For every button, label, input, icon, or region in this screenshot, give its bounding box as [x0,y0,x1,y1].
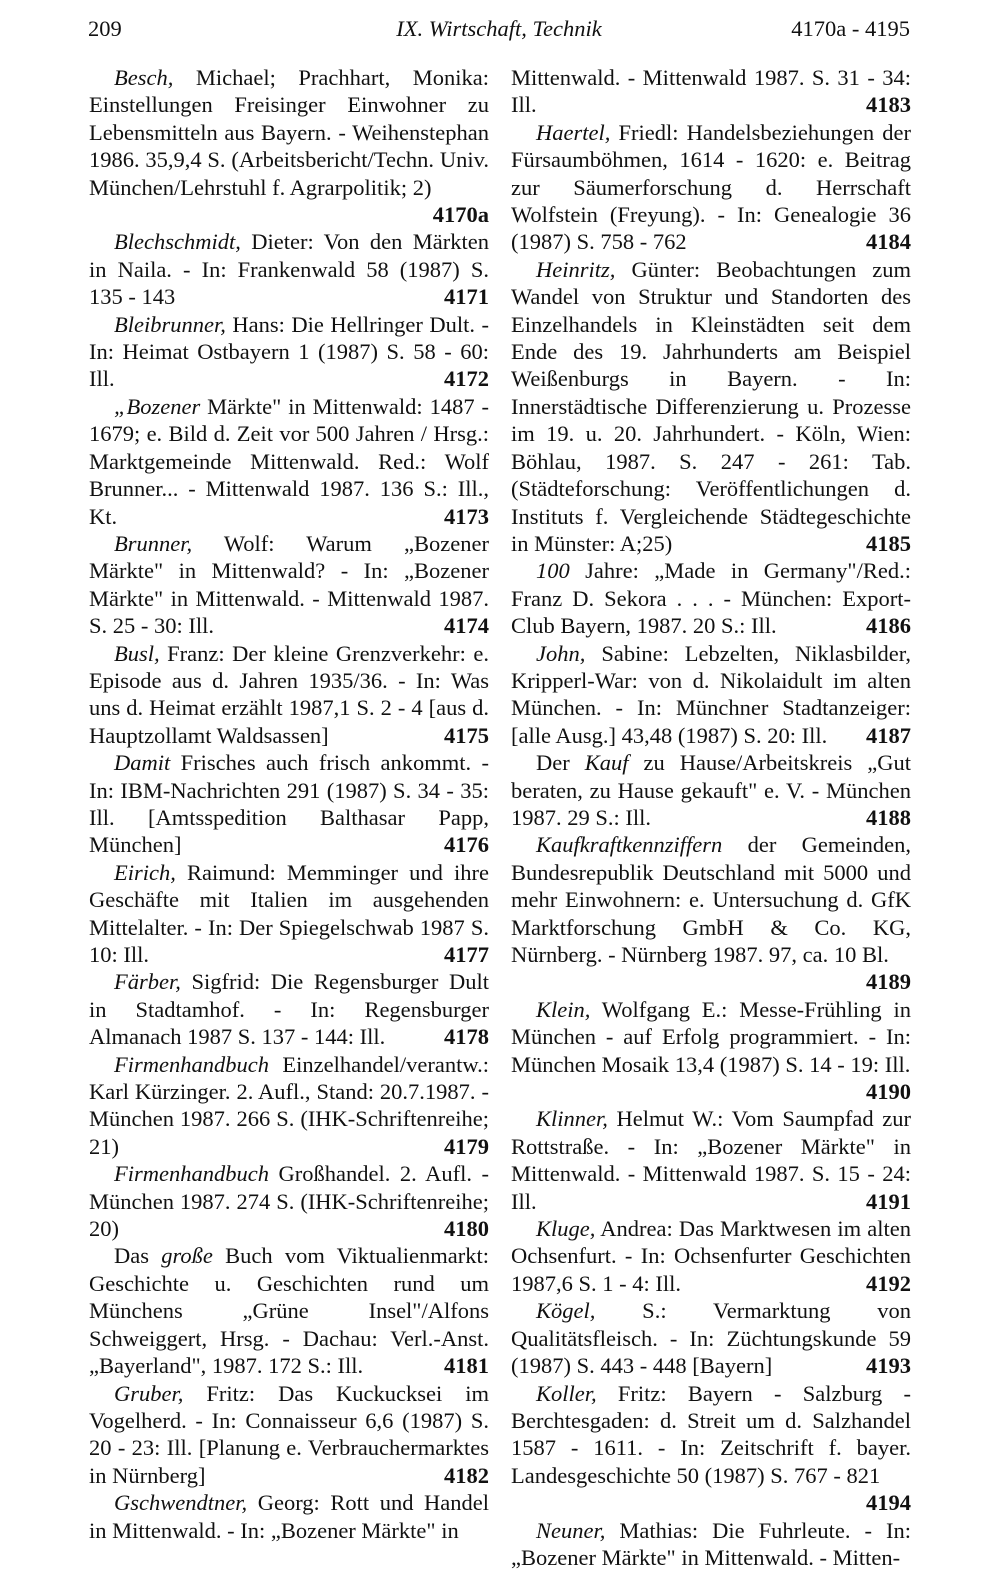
entry-number: 4182 [444,1462,489,1488]
entry-number: 4191 [866,1188,911,1214]
bibliography-entry [511,557,911,639]
left-column [89,64,489,1544]
entry-number: 4175 [444,722,489,748]
entry-number: 4177 [444,942,489,967]
entry-text: Großhandel. 2. Aufl. - München 1987. 274 S. (IHK-Schriftenreihe; 20) [89,1161,489,1242]
bibliography-entry [89,228,489,310]
entry-text: Wolf: Warum „Bozener Märkte" in Mittenwald? - In: „Bozener Märkte" in Mittenwald. - Mittenwald 1987. S. 25 - 30: Ill. [89,530,489,639]
page-number: 209 [88,16,122,41]
bibliography-entry [89,640,489,750]
entry-prefix: Das [114,1243,162,1269]
entry-number: 4188 [866,804,911,830]
entry-author: Kögel, [536,1298,596,1324]
entry-author: Kauf [584,750,629,776]
bibliography-entry [511,256,911,557]
bibliography-entry [89,749,489,859]
entry-number: 4184 [866,229,911,255]
entry-author: Firmenhandbuch [114,1161,269,1187]
entry-number: 4173 [444,503,489,529]
entry-author: Färber, [114,969,181,995]
entry-number: 4180 [444,1216,489,1242]
bibliography-entry [511,831,911,995]
bibliography-entry [511,1517,911,1571]
bibliography-entry [89,1160,489,1242]
entry-author: Gruber, [114,1380,184,1406]
bibliography-entry [511,1380,911,1517]
entry-text: Raimund: Memminger und ihre Geschäfte mit Italien im ausgehenden Mittelalter. - In: Der Spiegelschwab 1987 S. 10: Ill. [89,859,489,967]
entry-author: Koller, [536,1380,597,1406]
bibliography-entry [511,640,911,750]
entry-text: der Gemeinden, Bundesrepublik Deutschland mit 5000 und mehr Einwohnern: e. Untersuchung d. GfK Marktforschung GmbH & Co. KG, Nürnberg. - Nürnberg 1987. 97, ca. 10 Bl. [511,832,911,967]
entry-author: John, [536,640,586,666]
entry-number: 4193 [866,1353,911,1379]
entry-number: 4181 [444,1353,489,1379]
entry-text: Helmut W.: Vom Saumpfad zur Rottstraße. - In: „Bozener Märkte" in Mittenwald. - Mittenwald 1987. S. 15 - 24: Ill. [511,1106,911,1214]
bibliography-entry [511,1297,911,1379]
entry-prefix: Der [536,750,585,776]
entry-number: 4185 [866,530,911,556]
entry-text: Dieter: Von den Märkten in Naila. - In: Frankenwald 58 (1987) S. 135 - 143 [89,229,489,310]
bibliography-entry [89,1489,489,1544]
bibliography-entry [89,1380,489,1490]
entry-author: Blechschmidt, [114,229,241,255]
entry-text: Wolfgang E.: Messe-Frühling in München - auf Erfolg programmiert. - In: München Mosaik 13,4 (1987) S. 14 - 19: Ill. [511,996,911,1077]
running-header [88,12,910,46]
entry-text: Michael; Prachhart, Monika: Einstellungen Freisinger Einwohner zu Lebensmitteln aus Bayern. - Weihenstephan 1986. 35,9,4 S. (Arbeitsbericht/Techn. Univ. München/Lehrstuhl f. Agrarpolitik; 2) [89,65,489,200]
bibliography-entry [89,968,489,1050]
bibliography-entry [89,311,489,393]
entry-author: Haertel, [536,119,611,145]
entry-text: Hans: Die Hellringer Dult. - In: Heimat Ostbayern 1 (1987) S. 58 - 60: Ill. [89,311,489,392]
entry-number: 4178 [444,1024,489,1050]
entry-text: zu Hause/Arbeitskreis „Gut beraten, zu Hause gekauft" e. V. - München 1987. 29 S.: Ill. [511,750,911,830]
section-title: IX. Wirtschaft, Technik [396,16,602,41]
entry-number: 4190 [866,1079,911,1105]
entry-author: Gschwendtner, [114,1490,248,1516]
bibliography-entry [89,530,489,640]
bibliography-entry [511,996,911,1106]
bibliography-entry [89,1051,489,1161]
bibliography-entry [89,64,489,228]
bibliography-entry [511,1215,911,1297]
entry-author: Neuner, [536,1517,606,1543]
entry-number: 4172 [444,366,489,392]
entry-author: Firmenhandbuch [114,1051,269,1077]
entry-text: Andrea: Das Marktwesen im alten Ochsenfurt. - In: Ochsenfurter Geschichten 1987,6 S. 1 - 4: Ill. [511,1216,911,1296]
entry-range: 4170a - 4195 [791,16,910,41]
entry-text: S.: Vermarktung von Qualitätsfleisch. - In: Züchtungskunde 59 (1987) S. 443 - 448 [Bayern] [511,1298,911,1379]
entry-author: Kluge, [536,1216,596,1242]
entry-text: Fritz: Das Kuckucksei im Vogelherd. - In: Connaisseur 6,6 (1987) S. 20 - 23: Ill. [Planung e. Verbrauchermarktes in Nürnberg] [89,1380,489,1488]
bibliography-entry [511,1105,911,1215]
entry-number: 4179 [444,1133,489,1159]
entry-number: 4176 [444,832,489,858]
bibliography-entry [511,64,911,119]
entry-text: Georg: Rott und Handel in Mittenwald. - In: „Bozener Märkte" in [89,1490,489,1543]
bibliography-entry [89,1242,489,1379]
bibliography-entry [511,119,911,256]
entry-number: 4170a [432,202,489,228]
bibliography-entry [511,749,911,831]
entry-author: Brunner, [114,530,193,556]
entry-author: Damit [114,750,171,776]
entry-number: 4192 [866,1270,911,1296]
entry-number: 4183 [866,92,911,118]
entry-text: Märkte" in Mittenwald: 1487 - 1679; e. Bild d. Zeit vor 500 Jahren / Hrsg.: Marktgemeinde Mittenwald. Red.: Wolf Brunner... - Mittenwald 1987. 136 S.: Ill., Kt. [89,393,489,529]
entry-text: Buch vom Viktualienmarkt: Geschichte u. Geschichten rund um Münchens „Grüne Insel"/Alfons Schweiggert, Hrsg. - Dachau: Verl.-Anst. „Bayerland", 1987. 172 S.: Ill. [89,1243,489,1379]
entry-author: Kaufkraftkennziffern [536,832,723,858]
entry-author: große [161,1243,213,1269]
entry-author: Eirich, [114,859,176,885]
entry-text: Sabine: Lebzelten, Niklasbilder, Kripperl-War: von d. Nikolaidult im alten München. - In: Münchner Stadtanzeiger: [alle Ausg.] 43,48 (1987) S. 20: Ill. [511,640,911,748]
right-column [511,64,911,1571]
entry-text: Frisches auch frisch ankommt. - In: IBM-Nachrichten 291 (1987) S. 34 - 35: Ill. [Amtsspedition Balthasar Papp, München] [89,750,489,858]
entry-text: Günter: Beobachtungen zum Wandel von Struktur und Standorten des Einzelhandels in Kleinstädten seit dem Ende des 19. Jahrhunderts am Beispiel Weißenburgs in Bayern. - In: Innerstädtische Differenzierung u. Prozesse im 19. u. 20. Jahrhundert. - Köln, Wien: Böhlau, 1987. S. 247 - 261: Tab. (Städteforschung: Veröffentlichungen d. Instituts f. Vergleichende Städtegeschichte in Münster: A;25) [511,256,911,556]
entry-author: 100 [536,558,570,584]
entry-number: 4174 [444,613,489,639]
entry-number: 4171 [444,284,489,310]
entry-number: 4194 [866,1490,911,1516]
entry-author: Klein, [536,996,591,1022]
entry-author: Heinritz, [536,256,616,282]
entry-author: Klinner, [536,1106,608,1132]
entry-author: Bleibrunner, [114,311,226,337]
entry-text: Einzelhandel/verantw.: Karl Kürzinger. 2. Aufl., Stand: 20.7.1987. - München 1987. 266 S. (IHK-Schriftenreihe; 21) [89,1051,489,1159]
entry-text: Jahre: „Made in Germany"/Red.: Franz D. Sekora . . . - München: Export-Club Bayern, 1987. 20 S.: Ill. [511,558,911,639]
bibliography-entry [89,859,489,969]
entry-text: Mittenwald. - Mittenwald 1987. S. 31 - 34: Ill. [511,65,911,118]
entry-number: 4189 [866,969,911,995]
entry-author: Besch, [114,65,174,90]
entry-author: „Bozener [114,393,201,419]
entry-text: Franz: Der kleine Grenzverkehr: e. Episode aus d. Jahren 1935/36. - In: Was uns d. Heimat erzählt 1987,1 S. 2 - 4 [aus d. Hauptzollamt Waldsassen] [89,640,489,748]
entry-text: Mathias: Die Fuhrleute. - In: „Bozener Märkte" in Mittenwald. - Mitten- [511,1517,911,1570]
bibliography-entry [89,393,489,530]
entry-text: Fritz: Bayern - Salzburg - Berchtesgaden: d. Streit um d. Salzhandel 1587 - 1611. - In: Zeitschrift f. bayer. Landesgeschichte 50 (1987) S. 767 - 821 [511,1380,911,1488]
entry-text: Sigfrid: Die Regensburger Dult in Stadtamhof. - In: Regensburger Almanach 1987 S. 137 - 144: Ill. [89,969,489,1050]
entry-number: 4187 [866,722,911,748]
entry-text: Friedl: Handelsbeziehungen der Fürsaumböhmen, 1614 - 1620: e. Beitrag zur Säumerforschung d. Herrschaft Wolfstein (Freyung). - In: Genealogie 36 (1987) S. 758 - 762 [511,119,911,255]
entry-number: 4186 [866,613,911,639]
entry-author: Busl, [114,640,160,666]
